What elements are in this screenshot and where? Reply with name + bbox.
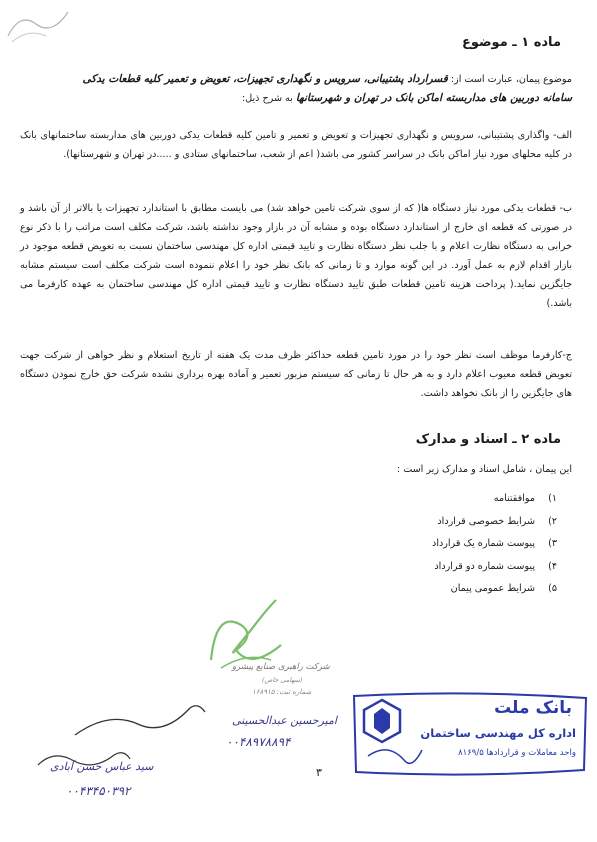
scan-corner-mark-icon — [6, 6, 70, 46]
company-stamp-reg: شماره ثبت: ۱۶۸۹۱۵ — [252, 688, 312, 696]
article1-intro-bold-line2: سامانه دوربین های مداربسته اماکن بانک در تهران و شهرستانها — [295, 92, 572, 104]
bank-name: بانک ملت — [494, 698, 572, 718]
bank-mellat-stamp — [348, 690, 592, 784]
bank-logo-icon — [364, 700, 400, 742]
signer1-name: امیرحسین عبدالحسینی — [232, 714, 337, 727]
article2-intro: این پیمان ، شامل اسناد و مدارک زیر است : — [396, 464, 572, 475]
list-item-text: موافقتنامه — [493, 493, 535, 504]
article2-heading: ماده ۲ ـ اسناد و مدارک — [415, 432, 561, 447]
list-item — [257, 533, 557, 556]
list-item — [257, 556, 557, 579]
list-item-number: ۲) — [548, 515, 557, 527]
article1-intro-bold-line1: قسرارداد پشتیبانی، سرویس و نگهداری تجهیزات، تعویض و تعمیر کلیه قطعات یدکی — [82, 73, 448, 85]
article1-heading: ماده ۱ ـ موضوع — [461, 35, 561, 50]
list-item-text: شرایط عمومی پیمان — [450, 583, 535, 594]
signer1-signature-icon — [70, 700, 210, 740]
bank-stamp-department: اداره کل مهندسی ساختمان — [420, 726, 576, 740]
list-item — [257, 511, 557, 534]
article1-intro-suffix: به شرح ذیل: — [241, 93, 293, 104]
article1-intro-prefix: موضوع پیمان، عبارت است از: — [450, 74, 572, 85]
company-stamp-name: شرکت راهبری صنایع پیشرو — [232, 662, 330, 672]
signer2-code: ۰۰۴۳۴۵۰۳۹۲ — [66, 784, 131, 798]
company-stamp-type: (سهامی خاص) — [262, 676, 303, 684]
page-number: ۳ — [316, 766, 322, 779]
list-item-number: ۴) — [548, 560, 557, 572]
article1-clause-a: الف- واگذاری پشتیبانی، سرویس و نگهداری تجهیزات و تعویض و تعمیر و تامین کلیه قطعات یدکی دوربین های مداربسته ساختمانهای بانک در کلیه محلهای مورد نیاز اماکن بانک در سراسر کشور می باشد( اعم از شعب، ساختمانهای ستادی و .....در تهران و شهرستانها). — [20, 130, 572, 160]
list-item-text: پیوست شماره دو قرارداد — [434, 560, 535, 572]
signer1-code: ۰۰۴۸۹۷۸۸۹۴ — [226, 735, 291, 749]
signer2-name: سید عباس حسن آبادی — [50, 760, 154, 773]
list-item-number: ۱) — [548, 493, 557, 504]
list-item-text: شرایط خصوصی قرارداد — [437, 515, 535, 527]
list-item-number: ۳) — [548, 538, 557, 549]
list-item-number: ۵) — [548, 583, 557, 594]
article1-clause-c: ج-کارفرما موظف است نظر خود را در مورد تامین قطعه حداکثر ظرف مدت یک هفته از تاریخ استعلام و نظر خواهی از شرکت جهت تعویض قطعه معیوب اعلام دارد و به هر حال تا زمانی که سیستم مزبور تعمیر و آماده بهره برداری نشده شرکت حق خارج نمودن دستگاه های جایگزین را از بانک نخواهد داشت. — [20, 350, 572, 399]
list-item — [257, 488, 557, 511]
list-item-text: پیوست شماره یک قرارداد — [432, 538, 535, 549]
article1-clause-b: ب- قطعات یدکی مورد نیاز دستگاه ها( که از سوی شرکت تامین خواهد شد) می بایست مطابق با استاندارد تجهیزات یا بالاتر از آن باشد و در صورتی که قطعه ای خارج از استاندارد دستگاه بوده و مشابه آن در بازار وجود نداشته باشد، شرکت مکلف است مراتب را با ذکر نوع خرابی به دستگاه نظارت اعلام و با جلب نظر دستگاه نظارت و تایید قیمتی اداره کل مهندسی ساختمان نسبت به تعویض قطعه موجود در بازار اقدام لازم به عمل آورد. در این گونه موارد و تا زمانی که بانک نظر خود را اعلام ننموده است شرکت مکلف است سیستم مشابه جایگزین نماید.( پرداخت هزینه تامین قطعات طبق تایید دستگاه نظارت و تایید قیمتی اداره کل مهندسی ساختمان به عهده کارفرما می باشد.) — [20, 203, 572, 309]
bank-stamp-unit: واحد معاملات و قراردادها ۸۱۶۹/۵ — [458, 748, 576, 758]
article1-intro — [20, 70, 572, 108]
list-item — [257, 578, 557, 601]
documents-list — [257, 488, 557, 601]
